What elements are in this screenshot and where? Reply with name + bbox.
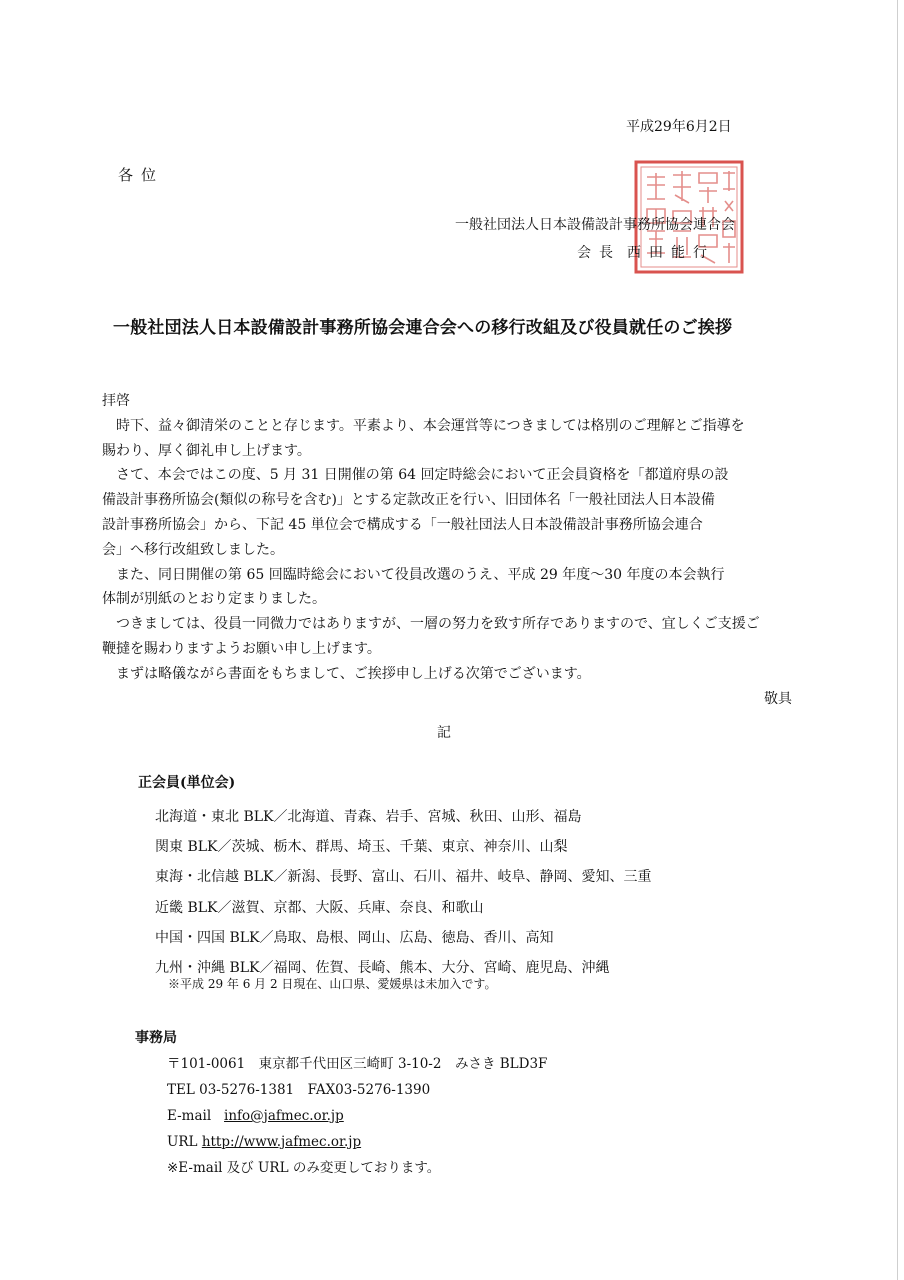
salutation: 拝啓 xyxy=(102,393,130,409)
member-block: 東海・北信越 BLK／新潟、長野、富山、石川、福井、岐阜、静岡、愛知、三重 xyxy=(155,869,652,886)
email-label: E-mail xyxy=(167,1108,212,1124)
paragraph-line: 賜わり、厚く御礼申し上げます。 xyxy=(102,442,311,459)
paragraph-line: 設計事務所協会」から、下記 45 単位会で構成する「一般社団法人日本設備設計事務所協会連合 xyxy=(102,516,703,533)
member-block-list xyxy=(155,802,652,983)
member-block: 中国・四国 BLK／鳥取、島根、岡山、広島、徳島、香川、高知 xyxy=(155,929,554,946)
url-link[interactable]: http://www.jafmec.or.jp xyxy=(201,1134,362,1150)
paragraph-line: 鞭撻を賜わりますようお願い申し上げます。 xyxy=(102,640,381,657)
url-label: URL xyxy=(167,1134,198,1150)
office-heading: 事務局 xyxy=(135,1030,177,1046)
paragraph-line: また、同日開催の第 65 回臨時総会において役員改選のうえ、平成 29 年度～30 年度の本会執行 xyxy=(116,566,725,583)
addressee: 各位 xyxy=(118,166,165,184)
document-title: 一般社団法人日本設備設計事務所協会連合会への移行改組及び役員就任のご挨拶 xyxy=(113,318,733,338)
paragraph-line: 備設計事務所協会(類似の称号を含む)」とする定款改正を行い、旧団体名「一般社団法人日本設備 xyxy=(102,492,715,509)
member-block: 九州・沖縄 BLK／福岡、佐賀、長崎、熊本、大分、宮崎、鹿児島、沖縄 xyxy=(155,960,610,977)
closing: 敬具 xyxy=(764,690,792,707)
letter-date: 平成29年6月2日 xyxy=(626,119,732,135)
sender-organization: 一般社団法人日本設備設計事務所協会連合会 xyxy=(455,217,735,233)
paragraph-line: 時下、益々御清栄のことと存じます。平素より、本会運営等につきましては格別のご理解とご指導を xyxy=(116,417,745,434)
members-heading: 正会員(単位会) xyxy=(138,775,236,791)
paragraph-line: さて、本会ではこの度、5 月 31 日開催の第 64 回定時総会において正会員資格を「都道府県の設 xyxy=(116,467,729,484)
member-block: 関東 BLK／茨城、栃木、群馬、埼玉、千葉、東京、神奈川、山梨 xyxy=(155,839,568,856)
office-info xyxy=(167,1051,547,1181)
member-block: 北海道・東北 BLK／北海道、青森、岩手、宮城、秋田、山形、福島 xyxy=(155,809,582,825)
paragraph-line: 体制が別紙のとおり定まりました。 xyxy=(102,591,326,608)
paragraph-line: つきましては、役員一同微力ではありますが、一層の努力を致す所存でありますので、宜しくご支援ご xyxy=(116,616,760,633)
office-address: 〒101-0061 東京都千代田区三崎町 3-10-2 みさき BLD3F xyxy=(167,1056,548,1072)
office-note: ※E-mail 及び URL のみ変更しております。 xyxy=(167,1160,441,1176)
office-url-row xyxy=(167,1129,547,1155)
sender-name: 西田能行 xyxy=(627,245,715,261)
email-link[interactable]: info@jafmec.or.jp xyxy=(224,1108,344,1124)
page-edge xyxy=(897,0,898,1280)
paragraph-line: まずは略儀ながら書面をもちまして、ご挨拶申し上げる次第でございます。 xyxy=(116,665,591,682)
paragraph-line: 会」へ移行改組致しました。 xyxy=(102,541,284,558)
sender-role: 会長 xyxy=(577,245,621,261)
office-phone: TEL 03-5276-1381 FAX03-5276-1390 xyxy=(167,1082,431,1098)
office-email-row xyxy=(167,1103,547,1129)
letter-body xyxy=(102,389,792,711)
members-note: ※平成 29 年 6 月 2 日現在、山口県、愛媛県は未加入です。 xyxy=(168,977,497,991)
ki-marker: 記 xyxy=(437,725,451,741)
sender-president xyxy=(577,242,715,262)
member-block: 近畿 BLK／滋賀、京都、大阪、兵庫、奈良、和歌山 xyxy=(155,899,484,916)
